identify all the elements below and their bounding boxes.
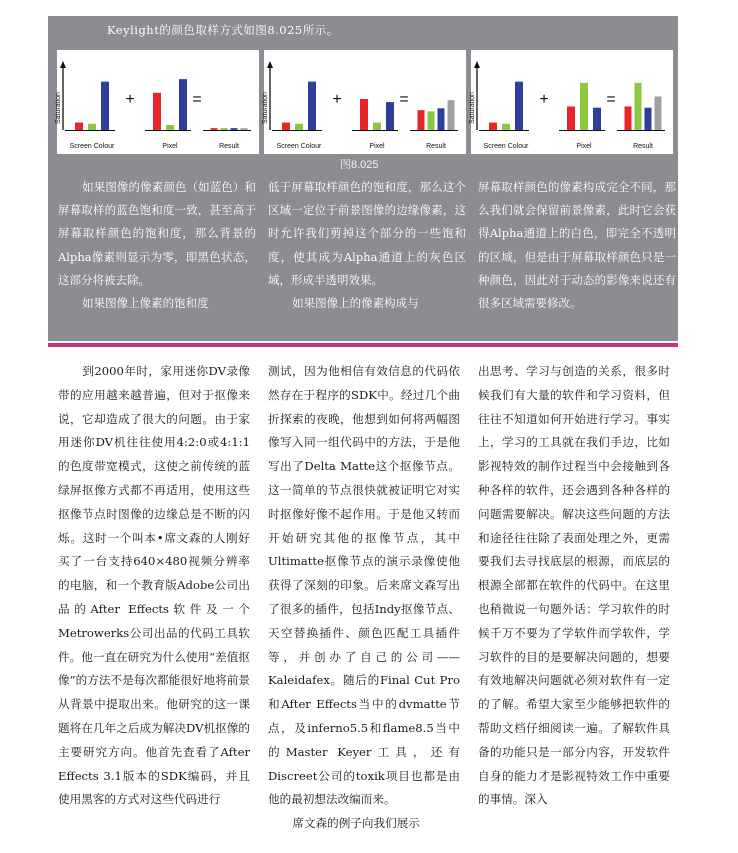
plus-sign: + xyxy=(332,91,342,108)
panel-label: Screen Colour xyxy=(483,143,529,150)
panel-label: Result xyxy=(219,143,239,150)
gray-paragraph: 屏幕取样颜色的像素构成完全不同，那么我们就会保留前景像素，此时它会获得Alpha通道上的白色，即完全不透明的区域，但是由于屏幕取样颜色只是一种颜色，因此对于动态的影像来说还有很多区域需要修改。 xyxy=(478,180,676,311)
keylight-diagram-3 xyxy=(471,50,673,154)
body-column-2 xyxy=(268,360,460,836)
bar-pixel-red xyxy=(153,93,161,130)
bar-pixel-red xyxy=(567,106,575,130)
body-column-3 xyxy=(478,360,670,812)
bar-pixel-green xyxy=(580,83,588,130)
gray-paragraph: 低于屏幕取样颜色的饱和度，那么这个区域一定位于前景图像的边缘像素，这时允许我们剪掉这个部分的一些饱和度，使其成为Alpha通道上的灰色区域，形成半透明效果。 xyxy=(268,180,466,287)
gray-paragraph-tail: 如果图像上像素的饱和度 xyxy=(82,296,209,311)
keylight-diagram-1 xyxy=(57,50,259,154)
bar-screen-colour-red xyxy=(75,123,83,130)
panel-label: Result xyxy=(426,143,446,150)
axis-arrow-icon xyxy=(267,61,273,68)
intro-line: Keylight的颜色取样方式如图8.025所示。 xyxy=(107,23,339,37)
saturation-axis-label: Saturation xyxy=(262,92,269,124)
bar-result-gray xyxy=(241,128,248,130)
bar-result-blue xyxy=(645,108,652,130)
bar-result-red xyxy=(625,106,632,130)
panel-label: Result xyxy=(633,143,653,150)
bar-pixel-blue xyxy=(179,79,187,130)
gray-paragraph: 如果图像的像素颜色（如蓝色）和屏幕取样的蓝色饱和度一致，甚至高于屏幕取样颜色的饱和度，那么背景的Alpha像素则显示为零，即黑色状态，这部分将被去除。 xyxy=(58,180,256,287)
bar-screen-colour-red xyxy=(282,123,290,130)
bar-pixel-blue xyxy=(386,102,394,130)
bar-screen-colour-blue xyxy=(308,82,316,130)
figure-panel-3 xyxy=(471,50,673,154)
panel-label: Screen Colour xyxy=(69,143,115,150)
bar-screen-colour-green xyxy=(88,124,96,130)
panel-label: Pixel xyxy=(576,143,592,150)
bar-screen-colour-green xyxy=(502,124,510,130)
bar-screen-colour-blue xyxy=(515,82,523,130)
bar-result-blue xyxy=(438,108,445,130)
gray-column-1 xyxy=(58,176,256,315)
bar-result-green xyxy=(635,83,642,130)
keylight-diagram-2 xyxy=(264,50,466,154)
bar-result-blue xyxy=(231,128,238,130)
gray-column-3 xyxy=(478,176,676,315)
figure-panel-1 xyxy=(57,50,259,154)
saturation-axis-label: Saturation xyxy=(55,92,62,124)
bar-screen-colour-green xyxy=(295,124,303,130)
bar-pixel-green xyxy=(373,123,381,130)
axis-arrow-icon xyxy=(474,61,480,68)
panel-label: Screen Colour xyxy=(276,143,322,150)
bar-pixel-green xyxy=(166,125,174,130)
body-paragraph: 到2000年时，家用迷你DV录像带的应用越来越普遍，但对于抠像来说，它却造成了很大的问题。由于家用迷你DV机往往使用4:2:0或4:1:1的色度带宽模式，这使之前传统的蓝绿屏抠像方式都不再适用，使用这些抠像节点时图像的边缘总是不断的闪烁。这时一个叫本•席文森的人刚好买了一台支持640×480视频分辨率的电脑，和一个教育版Adobe公司出品的After Effects软件及一个Metrowerks公司出品的代码工具软件。他一直在研究为什么使用“差值抠像”的方法不是每次都能很好地将前景从背景中提取出来。他研究的这一课题将在几年之后成为解决DV机抠像的主要研究方向。他首先查看了After Effects 3.1版本的SDK编码，并且使用黑客的方式对这些代码进行 xyxy=(58,364,250,807)
bar-screen-colour-blue xyxy=(101,82,109,130)
plus-sign: + xyxy=(539,91,549,108)
gray-paragraph-tail: 如果图像上的像素构成与 xyxy=(292,296,419,311)
equals-sign: = xyxy=(606,91,616,108)
bar-pixel-red xyxy=(360,99,368,130)
panel-label: Pixel xyxy=(162,143,178,150)
plus-sign: + xyxy=(125,91,135,108)
body-paragraph: 出思考、学习与创造的关系，很多时候我们有大量的软件和学习资料，但往往不知道如何开始进行学习。事实上，学习的工具就在我们手边，比如影视特效的制作过程当中会接触到各种各样的软件，还会遇到各种各样的问题需要解决。解决这些问题的方法和途径往往除了表面处理之外，更需要我们去寻找底层的根源，而底层的根源全部都在软件的代码中。在这里也稍微说一句题外话：学习软件的时候千万不要为了学软件而学软件，学习软件的目的是要解决问题的，想要有效地解决问题就必须对软件有一定的了解。希望大家至少能够把软件的帮助文档仔细阅读一遍。了解软件具备的功能只是一部分内容，开发软件自身的能力才是影视特效工作中重要的事情。深入 xyxy=(478,364,670,807)
equals-sign: = xyxy=(192,91,202,108)
bar-screen-colour-red xyxy=(489,123,497,130)
body-column-1 xyxy=(58,360,250,812)
bar-result-red xyxy=(418,110,425,130)
figure-caption: 图8.025 xyxy=(340,159,379,171)
bar-pixel-blue xyxy=(593,108,601,130)
gray-column-2 xyxy=(268,176,466,315)
bar-result-gray xyxy=(655,97,662,130)
bar-result-green xyxy=(221,128,228,130)
axis-arrow-icon xyxy=(60,61,66,68)
saturation-axis-label: Saturation xyxy=(469,92,476,124)
body-paragraph: 测试，因为他相信有效信息的代码依然存在于程序的SDK中。经过几个曲折探索的夜晚，他想到如何将两幅图像写入同一组代码中的方法，于是他写出了Delta Matte这个抠像节点。这一简单的节点很快就被证明它对实时抠像好像不起作用。于是他又转而开始研究其他的抠像节点，其中Ultimatte抠像节点的演示录像使他获得了深刻的印象。后来席文森写出了很多的插件，包括Indy抠像节点、天空替换插件、颜色匹配工具插件等，并创办了自己的公司——Kaleidafex。随后的Final Cut Pro和After Effects当中的dvmatte节点，及inferno5.5和flame8.5当中的Master Keyer工具，还有Discreet公司的toxik项目也都是由他的最初想法改编而来。 xyxy=(268,364,460,807)
figure-panel-2 xyxy=(264,50,466,154)
bar-result-green xyxy=(428,111,435,130)
bar-result-gray xyxy=(448,100,455,130)
panel-label: Pixel xyxy=(369,143,385,150)
section-divider xyxy=(48,343,678,347)
body-paragraph-tail: 席文森的例子向我们展示 xyxy=(292,816,420,831)
bar-result-red xyxy=(211,128,218,130)
equals-sign: = xyxy=(399,91,409,108)
